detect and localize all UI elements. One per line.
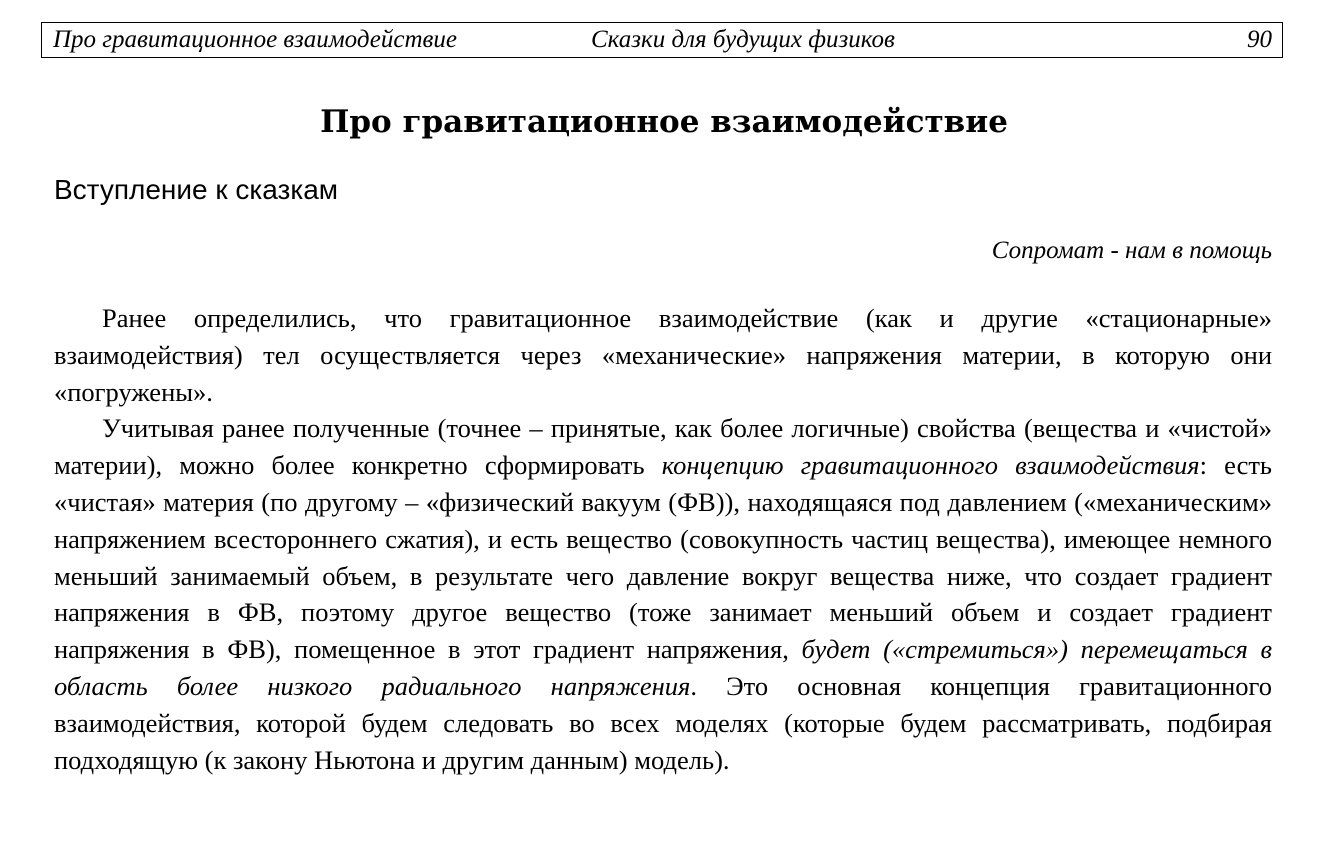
paragraph-2-part-3: . Это основная концепция гравитационного взаимодействия, которой будем следовать во всех моделях (которые будем рассматривать, подбирая подходящую (к закону Ньютона и другим данным) модель). bbox=[54, 670, 1272, 775]
body-text bbox=[54, 300, 1272, 778]
paragraph-2 bbox=[54, 410, 1272, 778]
paragraph-2-emphasis-1: концепцию гравитационного взаимодействия bbox=[661, 450, 1200, 481]
header-book-title: Сказки для будущих физиков bbox=[591, 26, 895, 53]
epigraph: Сопромат - нам в помощь bbox=[991, 237, 1272, 264]
paragraph-1: Ранее определились, что гравитационное взаимодействие (как и другие «стационарные» взаимодействия) тел осуществляется через «механические» напряжения материи, в которую они «погружены». bbox=[54, 303, 1272, 407]
paragraph-2-emphasis-2: будет («стремиться») перемещаться в область более низкого радиального напряжения bbox=[54, 634, 1273, 701]
page-number: 90 bbox=[1247, 26, 1272, 53]
header-chapter-title: Про гравитационное взаимодействие bbox=[53, 26, 457, 53]
paragraph-2-part-1: Учитывая ранее полученные (точнее – принятые, как более логичные) свойства (вещества и «чистой» материи), можно более конкретно сформировать bbox=[54, 413, 1272, 481]
chapter-title: Про гравитационное взаимодействие bbox=[320, 104, 1008, 140]
paragraph-2-part-2: : есть «чистая» материя (по другому – «физический вакуум (ФВ)), находящаяся под давлением («механическим» напряжением всестороннего сжатия), и есть вещество (совокупность частиц вещества), имеющее немного меньший занимаемый объем, в результате чего давление вокруг вещества ниже, что создает градиент напряжения в ФВ, поэтому другое вещество (тоже занимает меньший объем и создает градиент напряжения в ФВ), помещенное в этот градиент напряжения, bbox=[54, 450, 1273, 665]
section-heading: Вступление к сказкам bbox=[54, 174, 339, 205]
running-header bbox=[41, 22, 1283, 58]
